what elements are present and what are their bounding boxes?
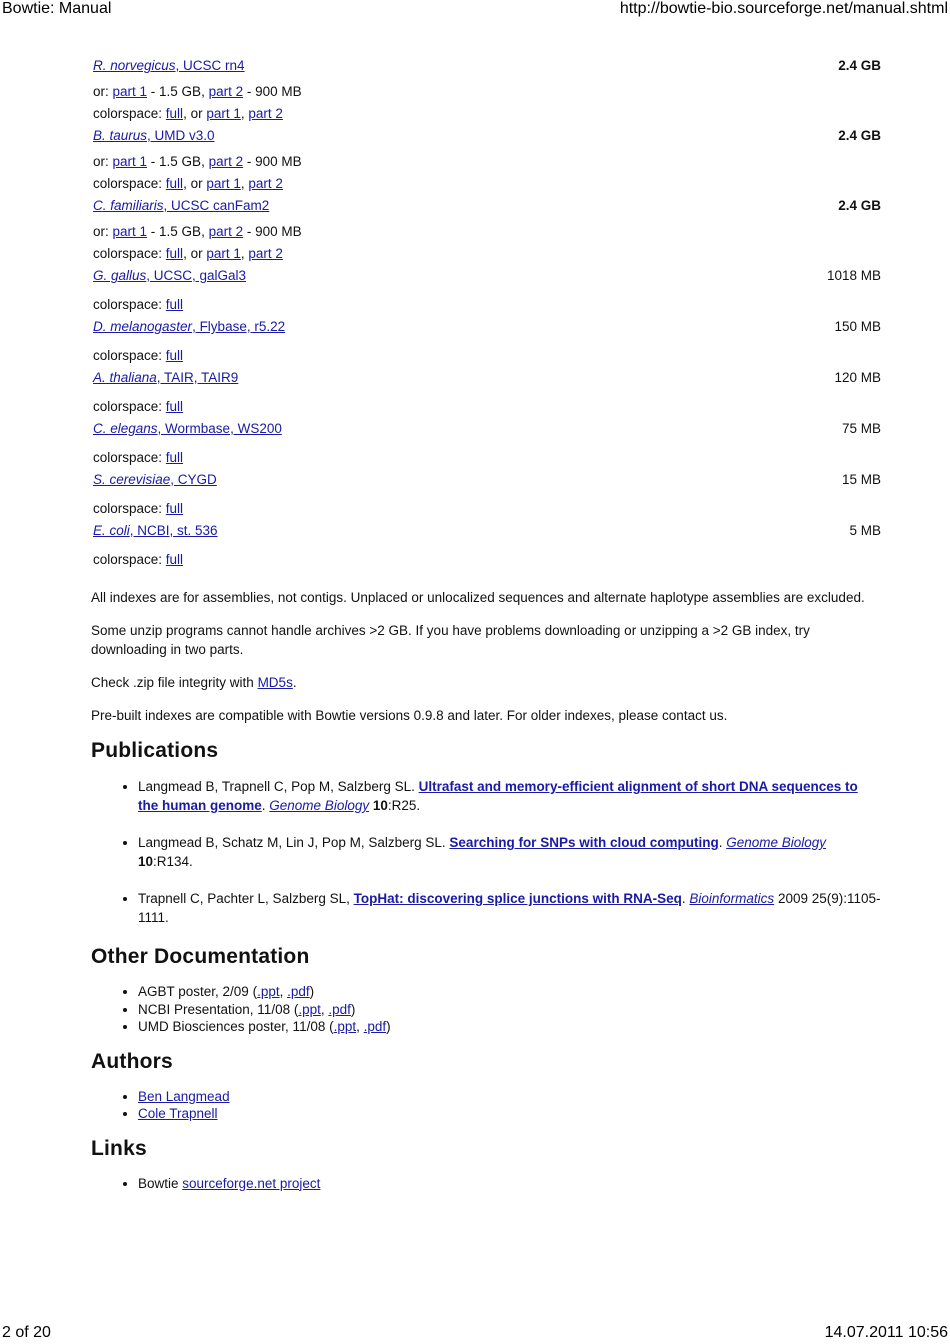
publications-list <box>91 777 881 927</box>
publications-heading: Publications <box>91 739 219 762</box>
md5-link[interactable]: MD5s <box>257 675 293 690</box>
pdf-link[interactable]: .pdf <box>328 1001 351 1017</box>
organism-link[interactable]: D. melanogaster, Flybase, r5.22 <box>93 319 286 334</box>
colorspace-part2-link[interactable]: part 2 <box>248 246 283 261</box>
colorspace-row: colorspace: full <box>93 450 184 465</box>
ppt-link[interactable]: .ppt <box>257 984 280 999</box>
ppt-link[interactable]: .ppt <box>333 1019 357 1034</box>
organism-link[interactable]: R. norvegicus, UCSC rn4 <box>93 58 245 73</box>
other-docs-heading: Other Documentation <box>91 945 310 968</box>
index-row <box>93 472 881 498</box>
colorspace-full-link[interactable]: full <box>165 106 184 121</box>
print-header <box>0 0 950 20</box>
doc-item: • NCBI Presentation, 11/08 (.ppt, .pdf) <box>138 1001 881 1019</box>
author-link[interactable]: Cole Trapnell <box>138 1106 218 1121</box>
publication-title-link[interactable]: Ultrafast and memory-efficient alignment of short DNA sequences to the human genome <box>138 779 858 813</box>
colorspace-full-link[interactable]: full <box>165 552 184 567</box>
index-parts-row: or: part 1 - 1.5 GB, part 2 - 900 MB <box>93 84 302 99</box>
manual-content <box>91 58 881 1206</box>
colorspace-row: colorspace: full <box>93 348 184 363</box>
publication-title-link[interactable]: TopHat: discovering splice junctions with RNA-Seq <box>353 891 682 906</box>
index-row <box>93 370 881 396</box>
note-unzip: Some unzip programs cannot handle archives >2 GB. If you have problems downloading or unzipping a >2 GB index, try downloading in two parts. <box>91 623 810 657</box>
organism-link[interactable]: C. familiaris, UCSC canFam2 <box>93 198 270 213</box>
organism-link[interactable]: C. elegans, Wormbase, WS200 <box>93 421 282 436</box>
other-docs-list <box>91 983 881 1036</box>
colorspace-full-link[interactable]: full <box>165 246 184 261</box>
organism-cell <box>93 472 708 498</box>
organism-link[interactable]: A. thaliana, TAIR, TAIR9 <box>93 370 239 385</box>
print-timestamp: 14.07.2011 10:56 <box>824 1324 948 1341</box>
organism-link[interactable]: G. gallus, UCSC, galGal3 <box>93 268 247 283</box>
colorspace-row: colorspace: full <box>93 501 184 516</box>
authors-list <box>91 1088 881 1123</box>
note-assemblies: All indexes are for assemblies, not contigs. Unplaced or unlocalized sequences and alternate haplotype assemblies are excluded. <box>91 590 865 605</box>
index-size: 75 MB <box>841 421 881 436</box>
part1-link[interactable]: part 1 <box>112 84 148 99</box>
organism-cell <box>93 58 708 84</box>
author-item <box>138 1088 881 1106</box>
author-link[interactable]: Ben Langmead <box>138 1088 230 1104</box>
journal-link[interactable]: Genome Biology <box>269 798 370 813</box>
organism-cell <box>93 421 708 447</box>
links-heading: Links <box>91 1136 147 1160</box>
colorspace-part1-link[interactable]: part 1 <box>206 176 241 191</box>
journal-link[interactable]: Bioinformatics <box>689 891 775 906</box>
link-item: • Bowtie sourceforge.net project <box>138 1175 881 1193</box>
print-header-title: Bowtie: Manual <box>2 0 112 17</box>
index-row <box>93 523 881 549</box>
colorspace-row: colorspace: full, or part 1, part 2 <box>93 246 283 261</box>
note-compat: Pre-built indexes are compatible with Bowtie versions 0.9.8 and later. For older indexes, please contact us. <box>91 708 728 723</box>
print-footer <box>0 1324 950 1344</box>
index-table <box>93 58 881 574</box>
colorspace-part1-link[interactable]: part 1 <box>206 246 241 261</box>
doc-item: • UMD Biosciences poster, 11/08 (.ppt, .pdf) <box>138 1018 881 1036</box>
note-md5: Check .zip file integrity with MD5s. <box>91 675 297 690</box>
page-number: 2 of 20 <box>2 1324 51 1341</box>
index-row <box>93 128 881 154</box>
part2-link[interactable]: part 2 <box>208 154 244 169</box>
colorspace-full-link[interactable]: full <box>165 450 184 465</box>
index-size: 150 MB <box>834 319 881 334</box>
organism-cell <box>93 268 708 294</box>
pdf-link[interactable]: .pdf <box>363 1019 387 1034</box>
part1-link[interactable]: part 1 <box>112 154 148 169</box>
organism-link[interactable]: S. cerevisiae, CYGD <box>93 472 217 487</box>
publication-item: • Langmead B, Schatz M, Lin J, Pop M, Salzberg SL. Searching for SNPs with cloud computing. Genome Biology 10:R134. <box>138 833 881 871</box>
sourceforge-link[interactable]: sourceforge.net project <box>182 1175 321 1191</box>
organism-cell <box>93 198 708 224</box>
author-item <box>138 1105 881 1123</box>
organism-cell <box>93 128 708 154</box>
index-row <box>93 421 881 447</box>
index-parts-row: or: part 1 - 1.5 GB, part 2 - 900 MB <box>93 224 302 239</box>
index-size: 15 MB <box>841 472 881 487</box>
links-list <box>91 1175 881 1193</box>
colorspace-row: colorspace: full <box>93 552 184 567</box>
index-row <box>93 58 881 84</box>
colorspace-full-link[interactable]: full <box>165 501 184 516</box>
index-row <box>93 268 881 294</box>
colorspace-full-link[interactable]: full <box>165 348 184 363</box>
part2-link[interactable]: part 2 <box>208 84 244 99</box>
index-size: 5 MB <box>849 523 881 538</box>
ppt-link[interactable]: .ppt <box>298 1001 321 1017</box>
part2-link[interactable]: part 2 <box>208 224 244 239</box>
print-header-url: http://bowtie-bio.sourceforge.net/manual.shtml <box>619 0 948 17</box>
publication-item: • Langmead B, Trapnell C, Pop M, Salzberg SL. Ultrafast and memory-efficient alignment of short DNA sequences to the human genome. Genome Biology 10:R25. <box>138 777 881 815</box>
index-row <box>93 319 881 345</box>
index-size: 2.4 GB <box>838 58 881 73</box>
colorspace-part2-link[interactable]: part 2 <box>248 176 283 191</box>
index-size: 120 MB <box>834 370 881 385</box>
publication-item: • Trapnell C, Pachter L, Salzberg SL, TopHat: discovering splice junctions with RNA-Seq. Bioinformatics 2009 25(9):1105-1111. <box>138 889 881 927</box>
organism-link[interactable]: E. coli, NCBI, st. 536 <box>93 523 218 538</box>
colorspace-row: colorspace: full <box>93 297 184 312</box>
colorspace-full-link[interactable]: full <box>165 399 184 414</box>
index-row <box>93 198 881 224</box>
colorspace-full-link[interactable]: full <box>165 297 184 312</box>
organism-cell <box>93 523 708 549</box>
colorspace-row: colorspace: full, or part 1, part 2 <box>93 176 283 191</box>
index-size: 2.4 GB <box>838 198 881 213</box>
index-parts-row: or: part 1 - 1.5 GB, part 2 - 900 MB <box>93 154 302 169</box>
colorspace-full-link[interactable]: full <box>165 176 184 191</box>
index-size: 2.4 GB <box>838 128 881 143</box>
index-size: 1018 MB <box>826 268 881 283</box>
publication-title-link[interactable]: Searching for SNPs with cloud computing <box>449 835 719 850</box>
colorspace-row: colorspace: full <box>93 399 184 414</box>
colorspace-part1-link[interactable]: part 1 <box>206 106 241 121</box>
journal-link[interactable]: Genome Biology <box>726 835 827 850</box>
part1-link[interactable]: part 1 <box>112 224 148 239</box>
colorspace-row: colorspace: full, or part 1, part 2 <box>93 106 283 121</box>
authors-heading: Authors <box>91 1049 173 1073</box>
organism-cell <box>93 370 708 396</box>
colorspace-part2-link[interactable]: part 2 <box>248 106 283 121</box>
organism-link[interactable]: B. taurus, UMD v3.0 <box>93 128 215 143</box>
doc-item: • AGBT poster, 2/09 (.ppt, .pdf) <box>138 983 881 1001</box>
pdf-link[interactable]: .pdf <box>287 984 310 999</box>
organism-cell <box>93 319 708 345</box>
